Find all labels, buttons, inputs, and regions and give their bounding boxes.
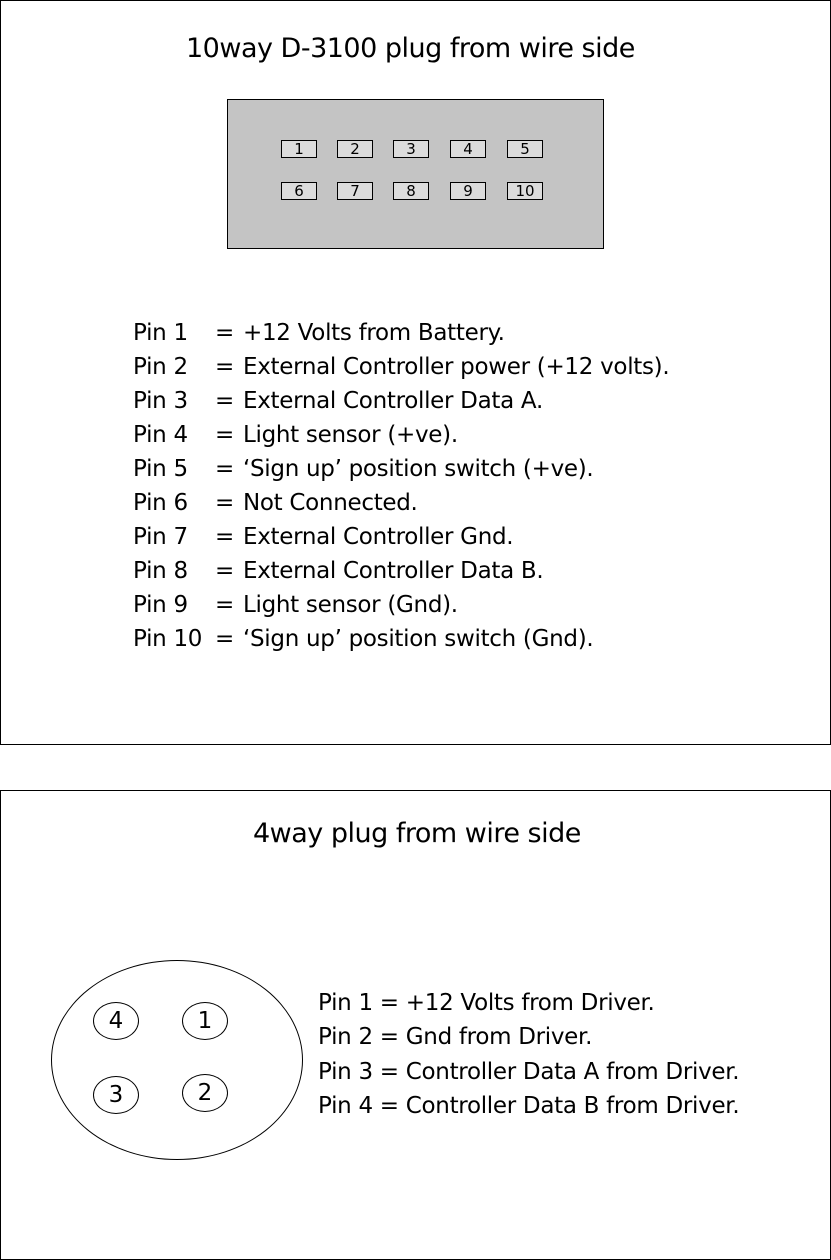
equals-sign: = [215, 422, 234, 448]
pin-label: Pin 1 [133, 320, 188, 346]
pin-description: External Controller power (+12 volts). [243, 354, 670, 380]
pin-description: +12 Volts from Battery. [243, 320, 505, 346]
pin-description: External Controller Gnd. [243, 524, 514, 550]
pin-label: Pin 2 [133, 354, 188, 380]
pin-assignment-row [133, 350, 669, 384]
pin-assignment-row [133, 622, 593, 656]
round-pin-1: 1 [182, 1002, 228, 1040]
four-way-plug-title: 4way plug from wire side [253, 818, 581, 849]
d3100-plug-body [227, 99, 604, 249]
plug-pin-5: 5 [507, 140, 543, 158]
round-plug-body [51, 960, 303, 1160]
pin-assignment-row [133, 452, 593, 486]
equals-sign: = [215, 592, 234, 618]
round-pin-3: 3 [93, 1076, 139, 1114]
pin-assignment-row [133, 316, 505, 350]
pin-label: Pin 8 [133, 558, 188, 584]
pin-label: Pin 3 [133, 388, 188, 414]
pin-label: Pin 7 [133, 524, 188, 550]
equals-sign: = [215, 456, 234, 482]
round-pin-4: 4 [93, 1002, 139, 1040]
pin-description: Light sensor (Gnd). [243, 592, 458, 618]
equals-sign: = [215, 490, 234, 516]
equals-sign: = [215, 626, 234, 652]
plug-pin-8: 8 [393, 182, 429, 200]
pin-description: ‘Sign up’ position switch (+ve). [243, 456, 594, 482]
plug-pin-6: 6 [281, 182, 317, 200]
plug-pin-2: 2 [337, 140, 373, 158]
pin-assignment-row [133, 554, 543, 588]
pin-assignment-row [133, 588, 458, 622]
pin-label: Pin 10 [133, 626, 203, 652]
pin-description: Light sensor (+ve). [243, 422, 458, 448]
plug-pin-3: 3 [393, 140, 429, 158]
equals-sign: = [215, 524, 234, 550]
pin-assignment-row [133, 520, 513, 554]
pin-assignment-row [133, 384, 543, 418]
pin-label: Pin 5 [133, 456, 188, 482]
plug-pin-10: 10 [507, 182, 543, 200]
pin-assignment-row [133, 486, 418, 520]
plug-pin-1: 1 [281, 140, 317, 158]
four-way-pin-row: Pin 4 = Controller Data B from Driver. [318, 1093, 740, 1119]
round-pin-2: 2 [182, 1074, 228, 1112]
pin-description: ‘Sign up’ position switch (Gnd). [243, 626, 594, 652]
pin-description: External Controller Data A. [243, 388, 543, 414]
pin-label: Pin 4 [133, 422, 188, 448]
equals-sign: = [215, 354, 234, 380]
equals-sign: = [215, 388, 234, 414]
pin-label: Pin 9 [133, 592, 188, 618]
d3100-plug-title: 10way D-3100 plug from wire side [186, 33, 635, 64]
pin-label: Pin 6 [133, 490, 188, 516]
pin-description: Not Connected. [243, 490, 418, 516]
equals-sign: = [215, 558, 234, 584]
pin-assignment-row [133, 418, 458, 452]
plug-pin-7: 7 [337, 182, 373, 200]
four-way-pin-row: Pin 1 = +12 Volts from Driver. [318, 990, 655, 1016]
plug-pin-4: 4 [450, 140, 486, 158]
plug-pin-9: 9 [450, 182, 486, 200]
pin-description: External Controller Data B. [243, 558, 544, 584]
four-way-pin-row: Pin 2 = Gnd from Driver. [318, 1024, 593, 1050]
four-way-pin-row: Pin 3 = Controller Data A from Driver. [318, 1059, 740, 1085]
equals-sign: = [215, 320, 234, 346]
